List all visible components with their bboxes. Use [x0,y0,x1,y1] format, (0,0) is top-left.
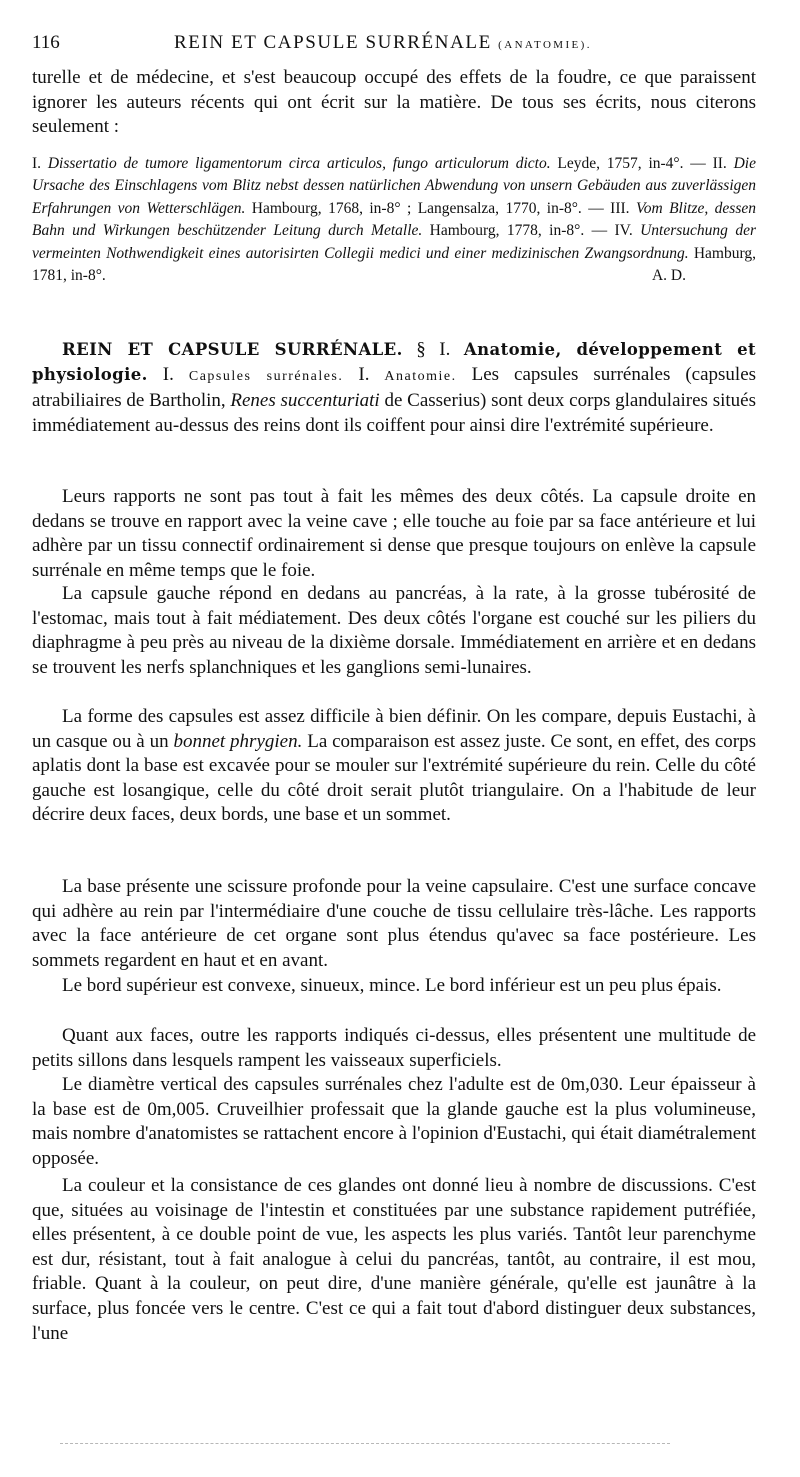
article-opening [32,338,756,438]
author-signature: A. D. [651,267,686,285]
bib-text: I. [32,155,48,172]
bib-text: Hambourg, 1768, in-8° ; Langensalza, 1770, in-8°. — III. [245,199,636,217]
body-text: La forme des capsules est assez difficile à bien définir. On les compare, depuis Eustachi, à un casque ou à un [32,706,756,752]
bib-title-1: Dissertatio de tumore ligamentorum circa articulos, fungo articulorum dicto. [47,155,551,172]
article-heading: REIN ET CAPSULE SURRÉNALE. [62,340,403,359]
paragraph-capsule-gauche: La capsule gauche répond en dedans au pancréas, à la rate, à la grosse tubérosité de l'estomac, mais tout à fait médiatement. Des deux côtés l'organe est couché sur les piliers du diaphragme à peu près au niveau de la dixième dorsale. Immédiatement en arrière et en dedans se trouvent les nerfs splanchniques et les ganglions semi-lunaires. [32,583,756,678]
bib-text: Leyde, 1757, in-4°. — II. [550,155,734,172]
running-title-main: REIN ET CAPSULE SURRÉNALE [174,32,492,53]
subsection-number: I. [343,363,385,385]
subsection-title: Capsules surrénales. [188,368,344,384]
footer-bleed-through [60,1443,670,1444]
paragraph-couleur: La couleur et la consistance de ces glandes ont donné lieu à nombre de discussions. C'est que, situées au voisinage de l'intestin et constituées par une substance rapidement putréfiée, elles présentent, à ce double point de vue, les aspects les plus variés. Tantôt leur parenchyme est dur, résistant, tout à fait analogue à celui du pancréas, tantôt, au contraire, il est mou, friable. Quant à la couleur, on peut dire, d'une manière générale, qu'elle est jaunâtre à la surface, plus foncée vers le centre. C'est ce qui a fait tout d'abord distinguer deux substances, l'une [32,1175,756,1344]
paragraph-base: La base présente une scissure profonde pour la veine capsulaire. C'est une surface concave qui adhère au rein par l'intermédiaire d'une couche de tissu cellulaire très-lâche. Les rapports avec la face antérieure de cet organe sont plus étendus qu'avec sa face postérieure. Les sommets regardent en haut et en avant. [32,876,756,971]
latin-term: Renes succenturiati [230,390,380,412]
paragraph-bords: Le bord supérieur est convexe, sinueux, mince. Le bord inférieur est un peu plus épais. [62,975,722,996]
bib-title-3: Vom Blitze, dessen Bahn und Wirkungen beschützender Leitung durch Metalle. [32,199,756,240]
running-title [174,32,592,54]
body-text: de Casserius) sont deux corps glandulaires situés immédiatement au-dessus des reins dont ils coiffent pour ainsi dire l'extrémité supérieure. [32,390,756,436]
paragraph-faces: Quant aux faces, outre les rapports indiqués ci-dessus, elles présentent une multitude de petits sillons dans lesquels rampent les vaisseaux superficiels. [32,1025,756,1071]
subsection-number: I. [162,363,189,385]
bib-title-2: Die Ursache des Einschlagens vom Blitz nebst dessen natürlichen Abwendung von unsern Gebäuden aus zuverlässigen Erfahrungen von Wetterschlägen. [32,155,756,217]
paragraph-diametre: Le diamètre vertical des capsules surrénales chez l'adulte est de 0m,030. Leur épaisseur à la base est de 0m,005. Cruveilhier professait que la glande gauche est la plus volumineuse, mais nombre d'anatomistes se rattachent encore à l'opinion d'Eustachi, qui était diamétralement opposée. [32,1074,756,1169]
bib-text: Hamburg, 1781, in-8°. [32,244,756,285]
page-number: 116 [32,32,60,53]
body-text: Les capsules surrénales (capsules atrabiliaires de Bartholin, [32,363,757,412]
bib-text: Hambourg, 1778, in-8°. — IV. [422,222,641,240]
section-title: Anatomie, développement et physiologie. [32,340,757,384]
subsection-title: Anatomie. [384,368,457,384]
section-mark: § I. [416,339,451,360]
bib-title-4: Untersuchung der vermeinten Nothwendigkeit eines autorisirten Collegii medici und einer medizinischen Zwangsordnung. [32,222,756,262]
paragraph-rapports: Leurs rapports ne sont pas tout à fait les mêmes des deux côtés. La capsule droite en dedans se trouve en rapport avec la veine cave ; elle touche au foie par sa face antérieure et lui adhère par un tissu connectif ordinairement si dense que presque toujours on enlève la capsule surrénale en même temps que le foie. [32,486,756,581]
paragraph-forme [32,705,756,828]
running-title-section: (ANATOMIE). [498,39,592,51]
bibliography-block [32,153,756,287]
intro-paragraph: turelle et de médecine, et s'est beaucoup occupé des effets de la foudre, ce que paraissent ignorer les auteurs récents qui ont écrit sur la matière. De tous ses écrits, nous citerons seulement : [32,67,756,138]
page-header [32,30,772,60]
body-text: La comparaison est assez juste. Ce sont, en effet, des corps aplatis dont la base est excavée pour se mouler sur l'extrémité supérieure du rein. Celle du côté gauche est losangique, celle du côté droit serait plutôt triangulaire. On a l'habitude de leur décrire deux faces, deux bords, une base et un sommet. [32,730,756,826]
italic-term: bonnet phrygien. [173,730,303,752]
